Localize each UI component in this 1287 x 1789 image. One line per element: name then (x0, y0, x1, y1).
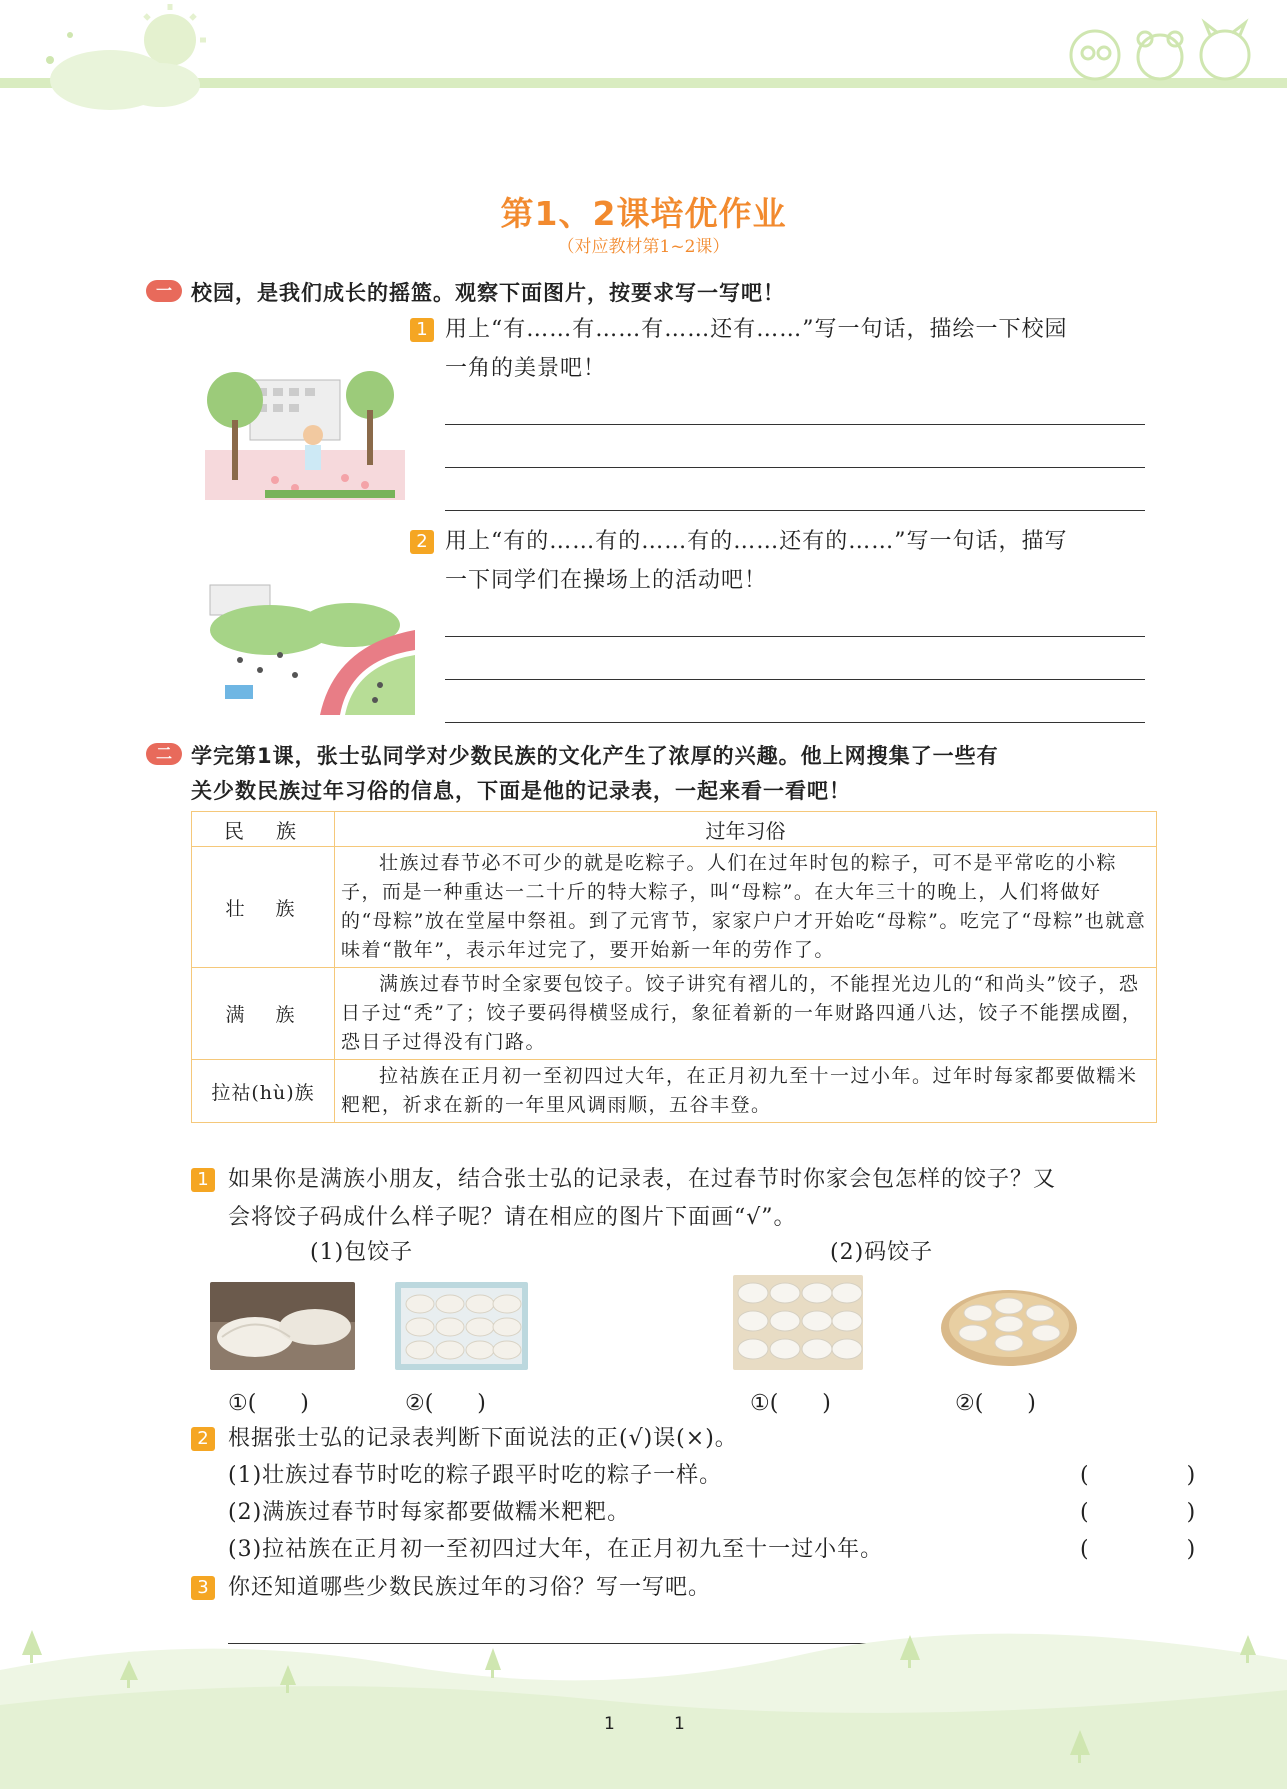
pleated-dumplings-photo (210, 1282, 355, 1370)
answer-line[interactable] (445, 722, 1145, 723)
option-2-answer[interactable]: ②( ) (955, 1391, 1036, 1416)
question-2-text-line1: 用上“有的……有的……有的……还有的……”写一句话，描写 (445, 529, 1068, 554)
option-1-answer[interactable]: ①( ) (750, 1391, 831, 1416)
dumplings-in-circle-photo (938, 1278, 1081, 1370)
statement-1: (1)壮族过春节时吃的粽子跟平时吃的粽子一样。 (228, 1463, 723, 1488)
campus-scenery-picture (195, 370, 415, 505)
plain-dumplings-photo (395, 1282, 528, 1370)
sun-cloud-decoration (20, 0, 220, 115)
table-cell-custom: 满族过春节时全家要包饺子。饺子讲究有褶儿的，不能捏光边儿的“和尚头”饺子，恐日子过“秃”了；饺子要码得横竖成行，象征着新的一年财路四通八达，饺子不能摆成圈，恐日子过得没有门路。 (335, 968, 1157, 1060)
wrap-dumplings-label: (1)包饺子 (310, 1240, 414, 1265)
option-1-answer[interactable]: ①( ) (228, 1391, 309, 1416)
answer-line[interactable] (445, 510, 1145, 511)
answer-line[interactable] (445, 679, 1145, 680)
table-cell-ethnic: 满 族 (192, 968, 335, 1060)
statement-3: (3)拉祜族在正月初一至初四过大年，在正月初九至十一过小年。 (228, 1537, 884, 1562)
option-2-answer[interactable]: ②( ) (405, 1391, 486, 1416)
table-cell-ethnic: 拉祜(hù)族 (192, 1060, 335, 1123)
playground-activity-picture (200, 575, 415, 715)
table-header-ethnic: 民 族 (192, 812, 335, 847)
statement-2: (2)满族过春节时每家都要做糯米粑粑。 (228, 1500, 631, 1525)
hills-footer-decoration (0, 1610, 1287, 1789)
page-title: 第1、2课培优作业 (500, 194, 787, 233)
true-false-question: 根据张士弘的记录表判断下面说法的正(√)误(×)。 (228, 1426, 738, 1451)
question-number-2: 2 (410, 530, 434, 554)
table-cell-ethnic: 壮 族 (192, 847, 335, 968)
question-number-1: 1 (410, 318, 434, 342)
page-subtitle: （对应教材第1~2课） (557, 237, 730, 257)
answer-parentheses[interactable]: ( ) (1080, 1537, 1214, 1562)
question-number-3: 3 (191, 1576, 215, 1600)
question-1-text-line2: 一角的美景吧！ (445, 356, 607, 381)
table-header-custom: 过年习俗 (335, 812, 1157, 847)
question-number-2: 2 (191, 1427, 215, 1451)
section-2-instruction-line1: 学完第1课，张士弘同学对少数民族的文化产生了浓厚的兴趣。他上网搜集了一些有 (191, 744, 999, 768)
question-2-text-line2: 一下同学们在操场上的活动吧！ (445, 568, 768, 593)
table-header-row (192, 812, 1157, 847)
page-number-left: 1 (604, 1714, 615, 1734)
section-1-instruction: 校园，是我们成长的摇篮。观察下面图片，按要求写一写吧！ (191, 281, 785, 305)
answer-parentheses[interactable]: ( ) (1080, 1463, 1214, 1488)
page-number-right: 1 (674, 1714, 685, 1734)
dumpling-question-line2: 会将饺子码成什么样子呢？请在相应的图片下面画“√”。 (228, 1205, 797, 1230)
customs-record-table (191, 811, 1157, 1123)
animal-faces-decoration (1060, 15, 1270, 85)
section-badge-2: 二 (146, 743, 182, 765)
table-cell-custom: 壮族过春节必不可少的就是吃粽子。人们在过年时包的粽子，可不是平常吃的小粽子，而是一种重达一二十斤的特大粽子，叫“母粽”。在大年三十的晚上，人们将做好的“母粽”放在堂屋中祭祖。到了元宵节，家家户户才开始吃“母粽”。吃完了“母粽”也就意味着“散年”，表示年过完了，要开始新一年的劳作了。 (335, 847, 1157, 968)
table-row (192, 1060, 1157, 1123)
dumpling-question-line1: 如果你是满族小朋友，结合张士弘的记录表，在过春节时你家会包怎样的饺子？又 (228, 1167, 1057, 1192)
answer-line[interactable] (445, 636, 1145, 637)
dumplings-in-rows-photo (733, 1275, 863, 1370)
answer-parentheses[interactable]: ( ) (1080, 1500, 1214, 1525)
arrange-dumplings-label: (2)码饺子 (830, 1240, 934, 1265)
answer-line[interactable] (445, 424, 1145, 425)
section-badge-1: 一 (146, 280, 182, 302)
table-row (192, 968, 1157, 1060)
table-cell-custom: 拉祜族在正月初一至初四过大年，在正月初九至十一过小年。过年时每家都要做糯米粑粑，祈求在新的一年里风调雨顺，五谷丰登。 (335, 1060, 1157, 1123)
question-number-1: 1 (191, 1168, 215, 1192)
section-2-instruction-line2: 关少数民族过年习俗的信息，下面是他的记录表，一起来看一看吧！ (191, 779, 851, 803)
answer-line[interactable] (445, 467, 1145, 468)
table-row (192, 847, 1157, 968)
question-1-text-line1: 用上“有……有……有……还有……”写一句话，描绘一下校园 (445, 317, 1068, 342)
other-customs-question: 你还知道哪些少数民族过年的习俗？写一写吧。 (228, 1575, 712, 1600)
